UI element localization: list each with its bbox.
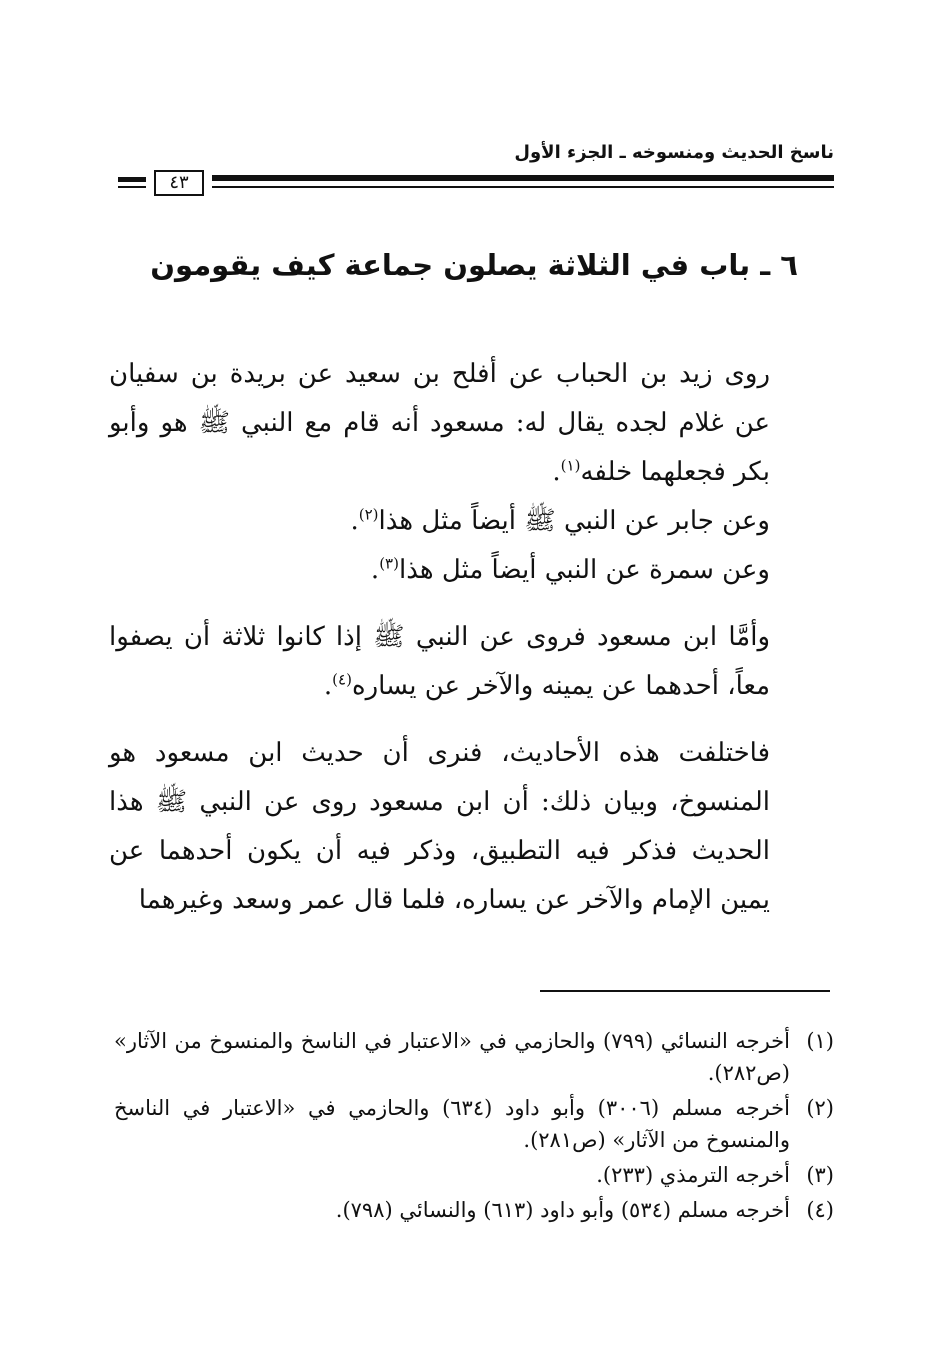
paragraph-1-text: روى زيد بن الحباب عن أفلح بن سعيد عن بريدة بن سفيان عن غلام لجده يقال له: مسعود أنه قام مع النبي ﷺ هو وأبو بكر فجعلهما خلفه xyxy=(109,359,770,487)
footnote-4 xyxy=(114,1194,834,1226)
footnote-number: (٤) xyxy=(806,1198,834,1222)
paragraph-2-text: وعن جابر عن النبي ﷺ أيضاً مثل هذا xyxy=(378,506,770,536)
footnote-text: أخرجه مسلم (٣٠٠٦) وأبو داود (٦٣٤) والحازمي في «الاعتبار في الناسخ والمنسوخ من الآثار» (ص٢٨١). xyxy=(114,1096,790,1152)
paragraph-1 xyxy=(109,350,834,497)
footnote-separator xyxy=(540,990,830,992)
running-title: ناسخ الحديث ومنسوخه ـ الجزء الأول xyxy=(514,142,834,163)
header-rule-end-thick xyxy=(118,177,146,182)
footnote-2 xyxy=(114,1092,834,1156)
paragraph-4 xyxy=(109,613,834,711)
footnote-1 xyxy=(114,1025,834,1089)
footnote-3 xyxy=(114,1159,834,1191)
paragraph-4-text: وأمَّا ابن مسعود فروى عن النبي ﷺ إذا كانوا ثلاثة أن يصفوا معاً، أحدهما عن يمينه والآخر عن يساره xyxy=(109,622,770,701)
header-rule-thin xyxy=(212,186,834,188)
paragraph-4-period: . xyxy=(323,671,333,701)
footnotes xyxy=(114,1025,834,1229)
page-number: ٤٣ xyxy=(154,170,204,196)
paragraph-3-text: وعن سمرة عن النبي أيضاً مثل هذا xyxy=(398,555,770,585)
paragraph-3-period: . xyxy=(370,555,380,585)
paragraph-5-text: فاختلفت هذه الأحاديث، فنرى أن حديث ابن مسعود هو المنسوخ، وبيان ذلك: أن ابن مسعود روى عن النبي ﷺ هذا الحديث فذكر فيه التطبيق، وذكر فيه أن يكون أحدهما عن يمين الإمام والآخر عن يساره، فلما قال عمر وسعد وغيرهما xyxy=(109,738,770,915)
footnote-ref-3: (٣) xyxy=(379,554,399,573)
footnote-ref-1: (١) xyxy=(560,456,581,475)
footnote-ref-4: (٤) xyxy=(332,670,352,689)
paragraph-5 xyxy=(109,729,834,925)
paragraph-1-period: . xyxy=(552,457,561,487)
body-text xyxy=(109,350,834,925)
footnote-number: (١) xyxy=(806,1029,834,1053)
footnote-text: أخرجه مسلم (٥٣٤) وأبو داود (٦١٣) والنسائي (٧٩٨). xyxy=(335,1198,790,1222)
chapter-title: ٦ ـ باب في الثلاثة يصلون جماعة كيف يقومون xyxy=(150,248,798,282)
footnote-text: أخرجه النسائي (٧٩٩) والحازمي في «الاعتبار في الناسخ والمنسوخ من الآثار» (ص٢٨٢). xyxy=(114,1029,790,1085)
footnote-ref-2: (٢) xyxy=(358,505,379,524)
header-rule-thick xyxy=(212,175,834,181)
footnote-number: (٢) xyxy=(806,1096,834,1120)
footnote-number: (٣) xyxy=(806,1163,834,1187)
paragraph-2-period: . xyxy=(350,506,359,536)
paragraph-3 xyxy=(109,546,834,595)
header-rule-end-thin xyxy=(118,186,146,188)
paragraph-2 xyxy=(109,497,834,546)
footnote-text: أخرجه الترمذي (٢٣٣). xyxy=(596,1163,790,1187)
